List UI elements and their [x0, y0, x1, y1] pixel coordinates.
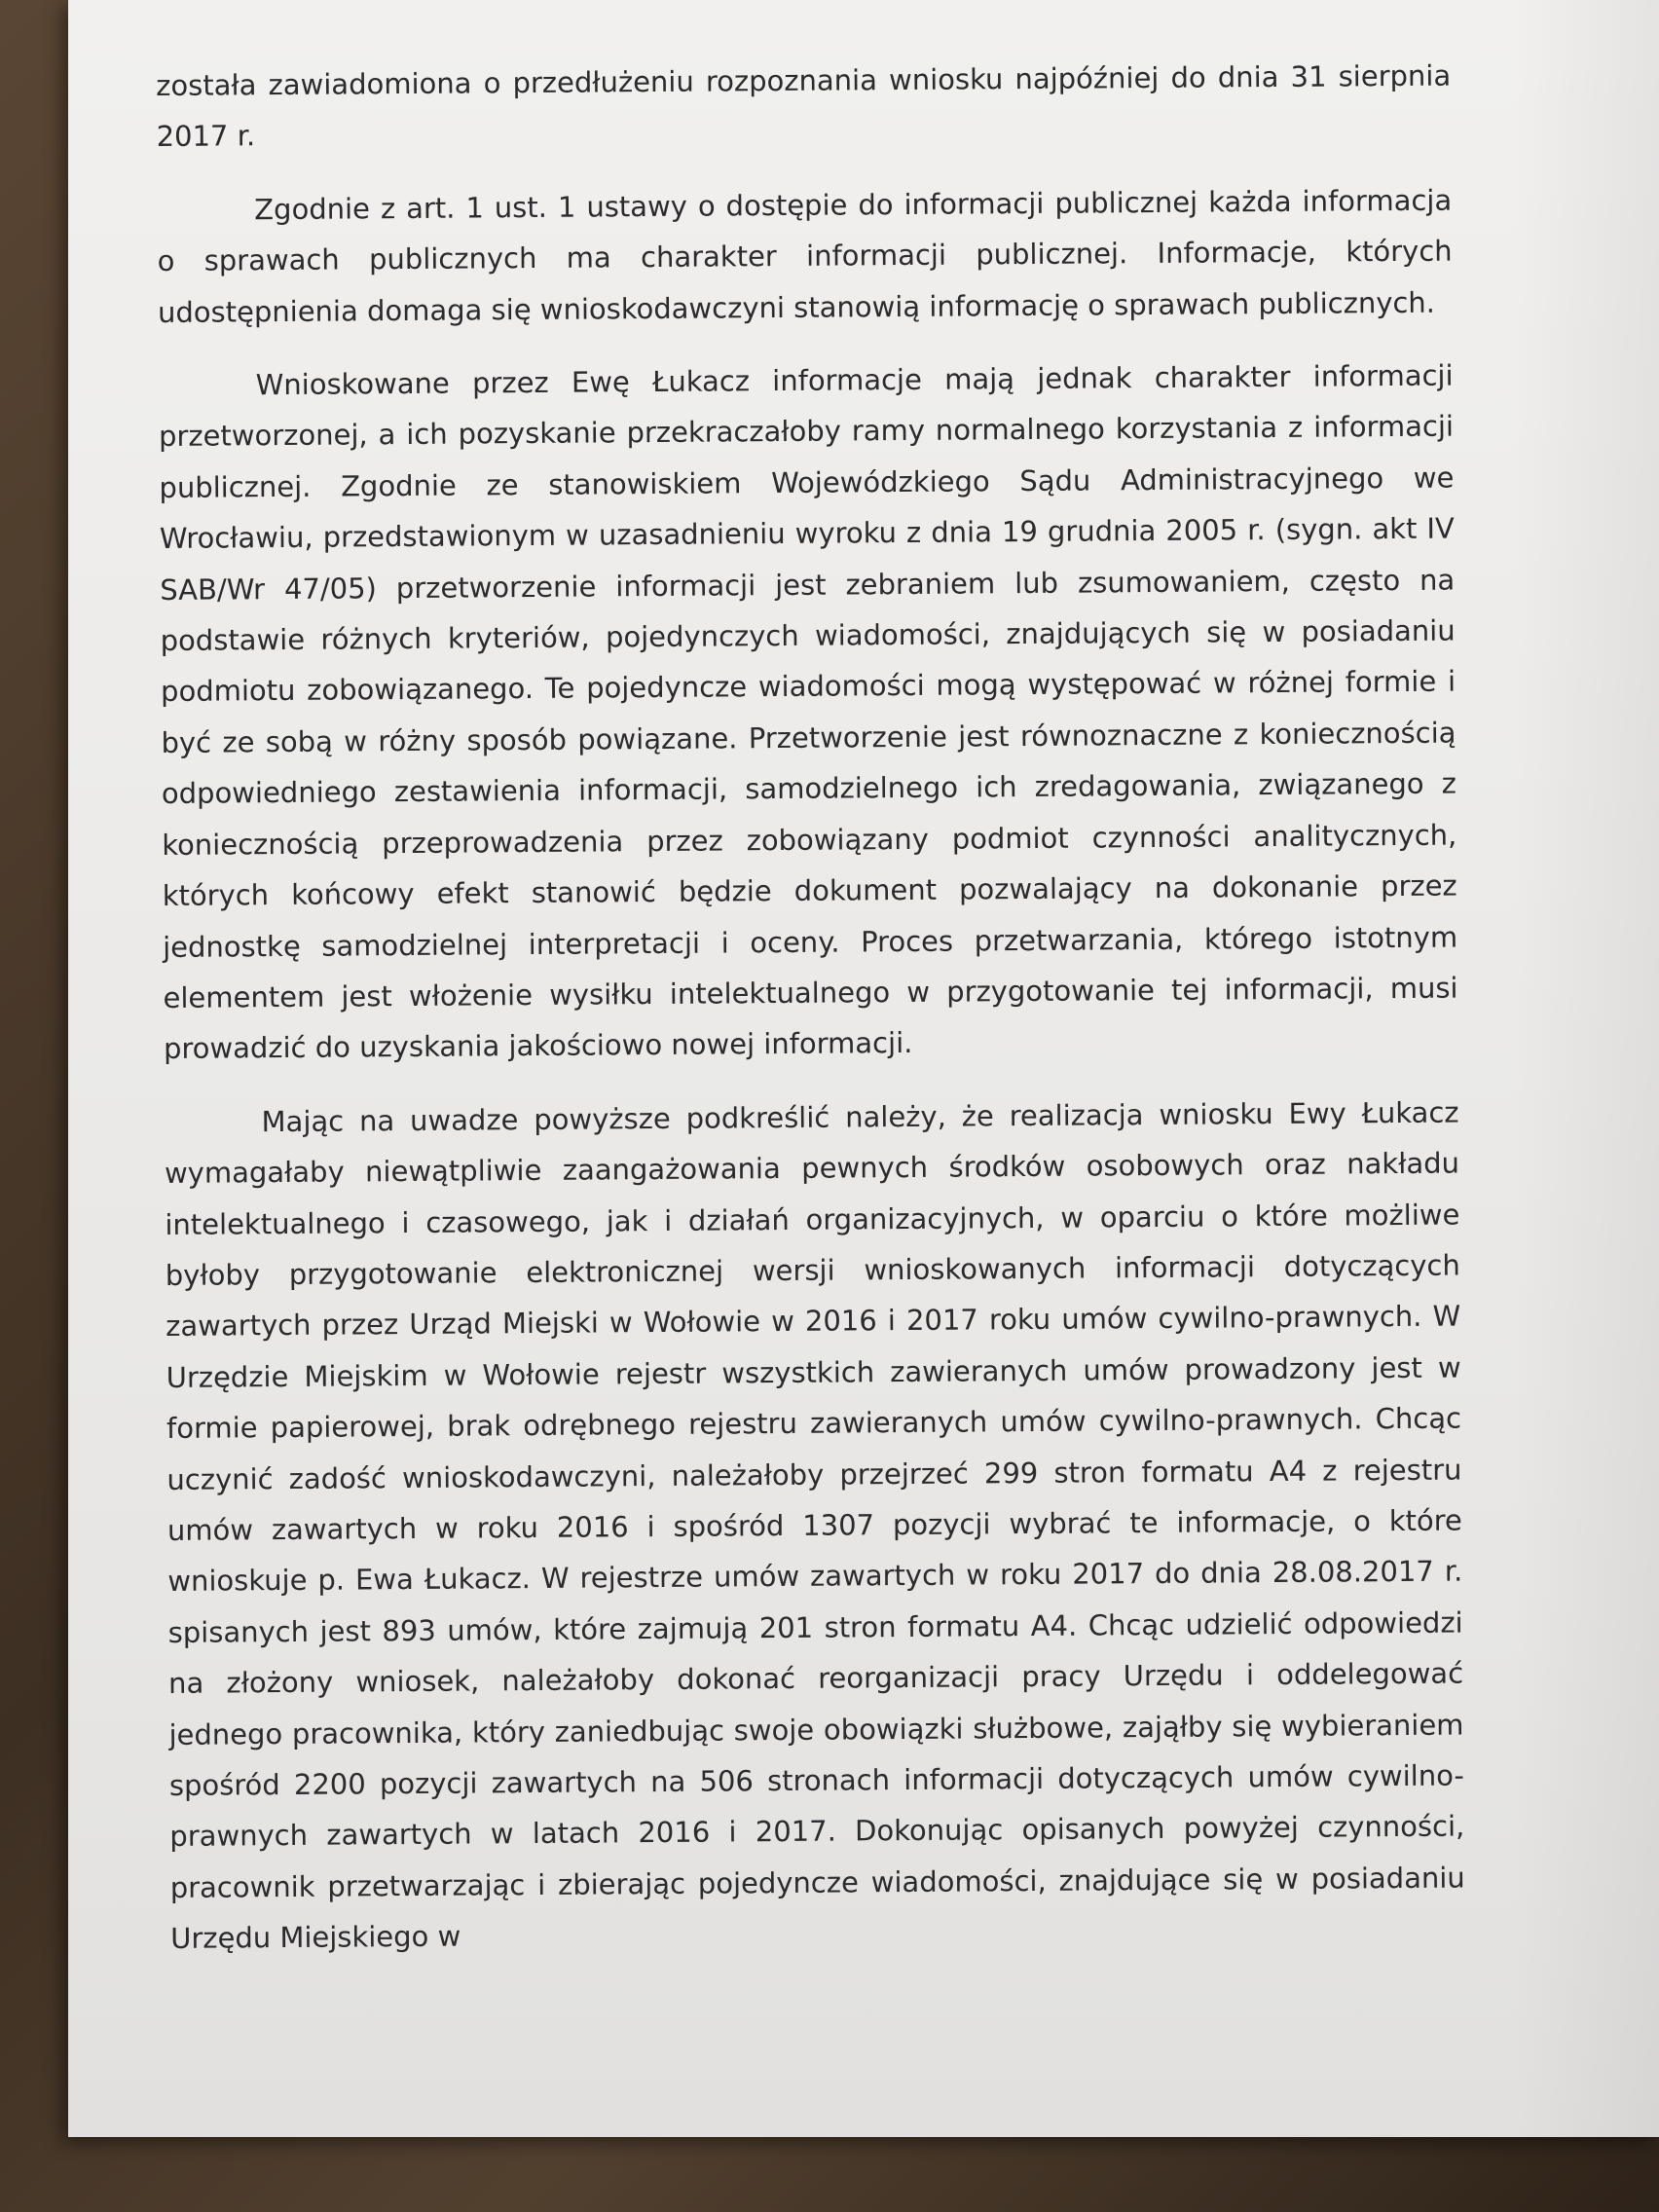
document-body — [156, 49, 1466, 1987]
paragraph-request-analysis: Mając na uwadze powyższe podkreślić należy, że realizacja wniosku Ewy Łukacz wymagałaby niewątpliwie zaangażowania pewnych środków osobowych oraz nakładu intelektualnego i czasowego, jak i działań organizacyjnych, w oparciu o które możliwe byłoby przygotowanie elektronicznej wersji wnioskowanych informacji dotyczących zawartych przez Urząd Miejski w Wołowie w 2016 i 2017 roku umów cywilno-prawnych. W Urzędzie Miejskim w Wołowie rejestr wszystkich zawieranych umów prowadzony jest w formie papierowej, brak odrębnego rejestru zawieranych umów cywilno-prawnych. Chcąc uczynić zadość wnioskodawczyni, należałoby przejrzeć 299 stron formatu A4 z rejestru umów zawartych w roku 2016 i spośród 1307 pozycji wybrać te informacje, o które wnioskuje p. Ewa Łukacz. W rejestrze umów zawartych w roku 2017 do dnia 28.08.2017 r. spisanych jest 893 umów, które zajmują 201 stron formatu A4. Chcąc udzielić odpowiedzi na złożony wniosek, należałoby dokonać reorganizacji pracy Urzędu i oddelegować jednego pracownika, który zaniedbując swoje obowiązki służbowe, zająłby się wybieraniem spośród 2200 pozycji zawartych na 506 stronach informacji dotyczących umów cywilno-prawnych zawartych w latach 2016 i 2017. Dokonując opisanych powyżej czynności, pracownik przetwarzając i zbierając pojedyncze wiadomości, znajdujące się w posiadaniu Urzędu Miejskiego w — [164, 1095, 1465, 1956]
sheet-shading — [1513, 0, 1659, 2137]
paragraph-processed-information: Wnioskowane przez Ewę Łukacz informacje mają jednak charakter informacji przetworzonej, a ich pozyskanie przekraczałoby ramy normalnego korzystania z informacji publicznej. Zgodnie ze stanowiskiem Wojewódzkiego Sądu Administracyjnego we Wrocławiu, przedstawionym w uzasadnieniu wyroku z dnia 19 grudnia 2005 r. (sygn. akt IV SAB/Wr 47/05) przetworzenie informacji jest zebraniem lub zsumowaniem, często na podstawie różnych kryteriów, pojedynczych wiadomości, znajdujących się w posiadaniu podmiotu zobowiązanego. Te pojedyncze wiadomości mogą występować w różnej formie i być ze sobą w różny sposób powiązane. Przetworzenie jest równoznaczne z koniecznością odpowiedniego zestawienia informacji, samodzielnego ich zredagowania, związanego z koniecznością przeprowadzenia przez zobowiązany podmiot czynności analitycznych, których końcowy efekt stanowić będzie dokument pozwalający na dokonanie przez jednostkę samodzielnej interpretacji i oceny. Proces przetwarzania, którego istotnym elementem jest włożenie wysiłku intelektualnego w przygotowanie tej informacji, musi prowadzić do uzyskania jakościowo nowej informacji. — [158, 358, 1458, 1066]
paragraph-continuation: została zawiadomiona o przedłużeniu rozpoznania wniosku najpóźniej do dnia 31 sierpnia 2017 r. — [156, 58, 1452, 154]
paragraph-art-1: Zgodnie z art. 1 ust. 1 ustawy o dostępie do informacji publicznej każda informacja o sprawach publicznych ma charakter informacji publicznej. Informacje, których udostępnienia domaga się wnioskodawczyni stanowią informację o sprawach publicznych. — [157, 183, 1453, 329]
